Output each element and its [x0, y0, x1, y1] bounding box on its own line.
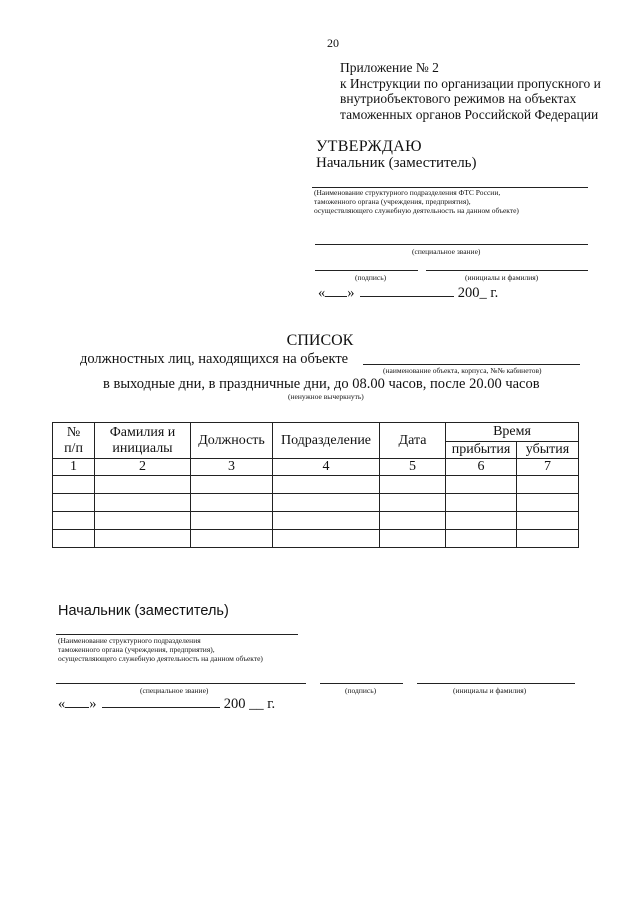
object-caption: (наименование объекта, корпуса, №№ кабинетов) — [383, 366, 542, 375]
footer-name-caption: (инициалы и фамилия) — [453, 686, 527, 695]
table-cell: 2 — [95, 459, 191, 476]
footer-org-caption: (Наименование структурного подразделения таможенного органа (учреждения, предприятия), осуществляющего служебную деятельность на данном объекте) — [58, 636, 263, 663]
footer-name-line — [417, 683, 575, 684]
col-header-position: Должность — [191, 423, 273, 459]
footer-signature-line — [320, 683, 403, 684]
table-row — [53, 512, 579, 530]
rank-line — [315, 244, 588, 245]
list-conditions: в выходные дни, в праздничные дни, до 08.00 часов, после 20.00 часов — [103, 376, 540, 392]
table-row — [53, 494, 579, 512]
col-header-departure: убытия — [517, 442, 579, 459]
footer-signature-caption: (подпись) — [345, 686, 377, 695]
signature-line — [315, 270, 418, 271]
personnel-table — [52, 422, 579, 548]
approval-title: УТВЕРЖДАЮ — [316, 138, 422, 155]
table-cell: 1 — [53, 459, 95, 476]
approval-position: Начальник (заместитель) — [316, 155, 477, 171]
approval-date: « » 200_ г. — [318, 285, 499, 301]
table-cell: 3 — [191, 459, 273, 476]
strike-caption: (ненужное вычеркнуть) — [288, 392, 364, 401]
footer-position: Начальник (заместитель) — [58, 603, 229, 619]
rank-caption: (специальное звание) — [412, 247, 481, 256]
col-header-number: № п/п — [53, 423, 95, 459]
footer-org-line — [56, 634, 298, 635]
table-cell: 4 — [273, 459, 380, 476]
object-line — [363, 364, 580, 365]
table-cell: 7 — [517, 459, 579, 476]
table-cell: 6 — [446, 459, 517, 476]
name-line — [426, 270, 588, 271]
col-header-time: Время — [446, 423, 579, 442]
signature-caption: (подпись) — [355, 273, 387, 282]
appendix-heading — [340, 60, 601, 122]
col-header-date: Дата — [380, 423, 446, 459]
list-subject: должностных лиц, находящихся на объекте — [80, 351, 349, 367]
footer-rank-line — [56, 683, 306, 684]
table-cell: 5 — [380, 459, 446, 476]
footer-rank-caption: (специальное звание) — [140, 686, 209, 695]
list-title: СПИСОК — [286, 332, 354, 349]
appendix-line: Приложение № 2 — [340, 60, 439, 75]
col-header-division: Подразделение — [273, 423, 380, 459]
table-row — [53, 459, 579, 476]
col-header-arrival: прибытия — [446, 442, 517, 459]
org-caption: (Наименование структурного подразделения ФТС России, таможенного органа (учреждения, предприятия), осуществляющего служебную деятельность на данном объекте) — [314, 188, 519, 215]
name-caption: (инициалы и фамилия) — [465, 273, 539, 282]
appendix-line: таможенных органов Российской Федерации — [340, 106, 599, 122]
col-header-name: Фамилия и инициалы — [95, 423, 191, 459]
appendix-line: к Инструкции по организации пропускного и — [340, 75, 601, 91]
footer-date: « » 200 __ г. — [58, 696, 276, 712]
page-number: 20 — [327, 36, 339, 50]
table-row — [53, 476, 579, 494]
appendix-line: внутриобъектового режимов на объектах — [340, 91, 577, 106]
table-row — [53, 530, 579, 548]
